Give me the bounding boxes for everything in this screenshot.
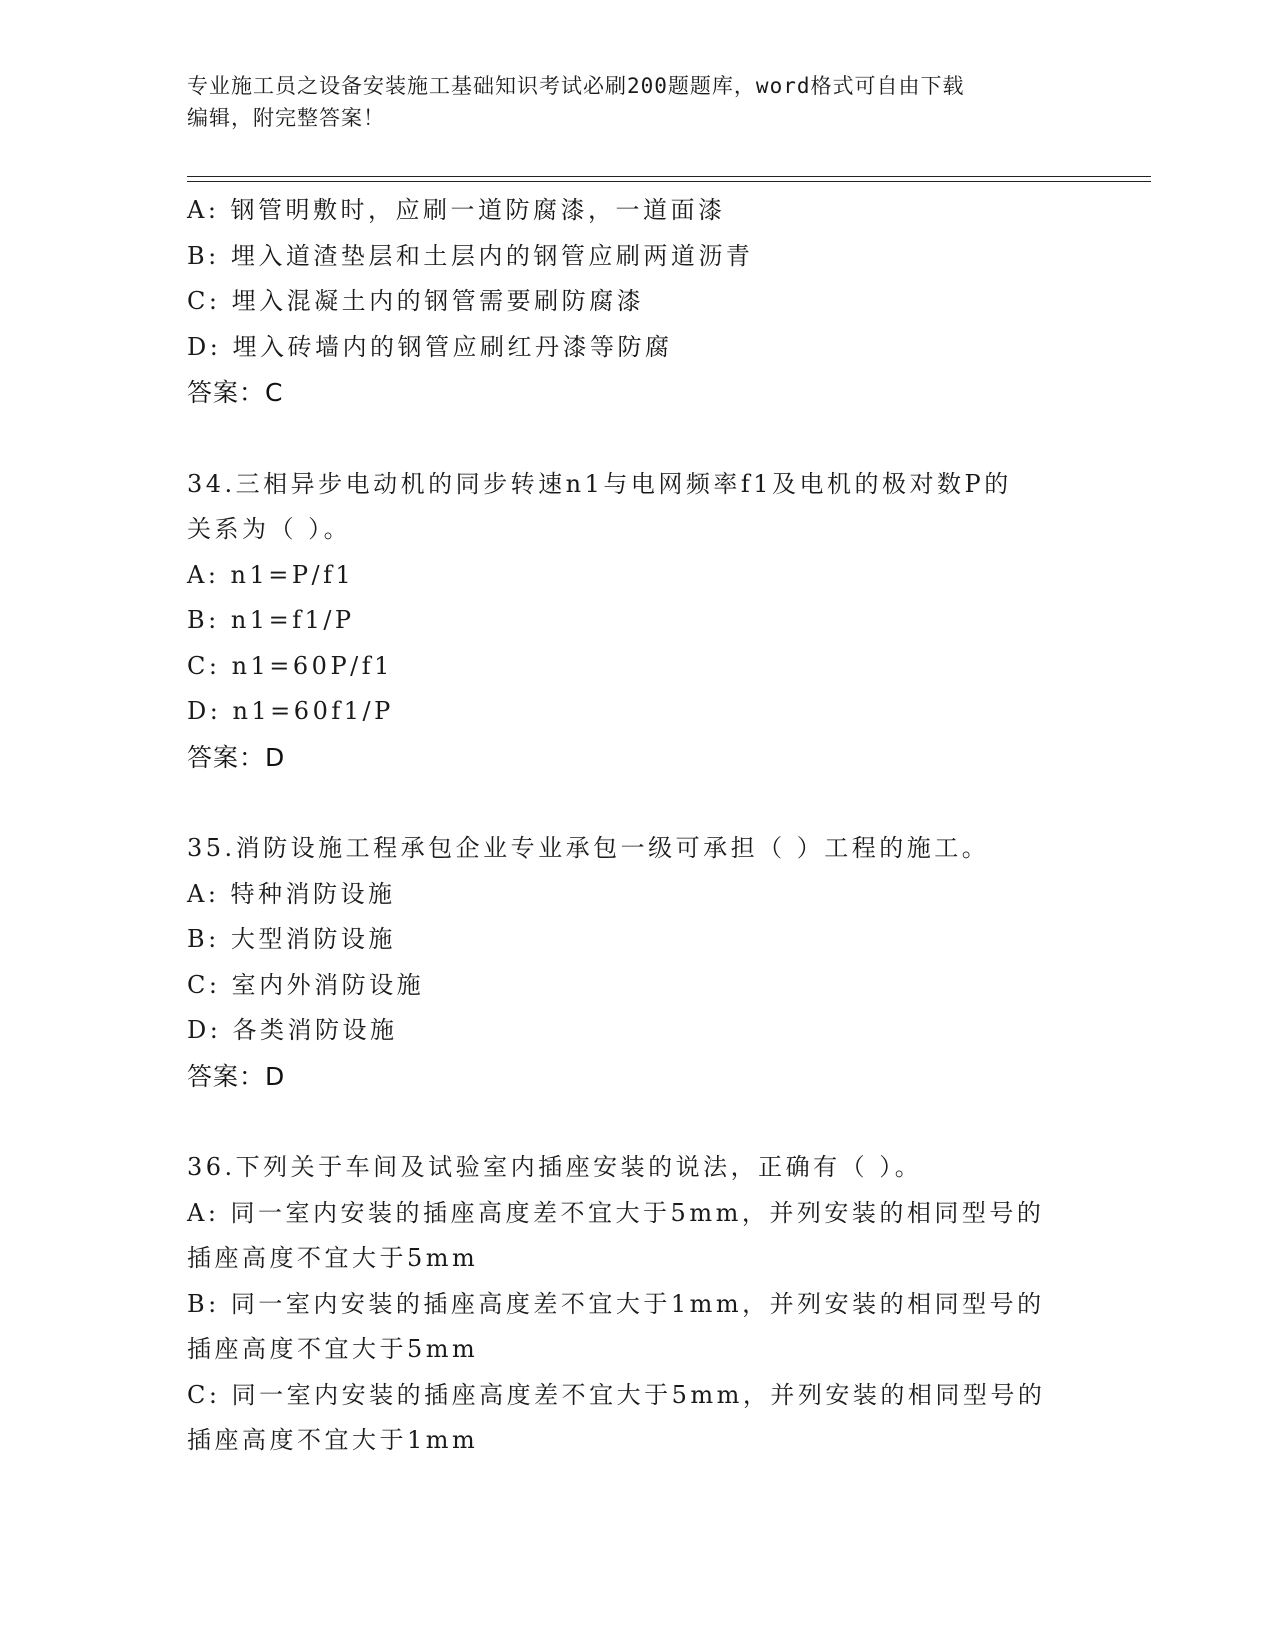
header-title-line-2: 编辑，附完整答案！ — [187, 106, 385, 130]
spacer — [187, 416, 1087, 462]
option-b: B: n1=f1/P — [187, 606, 355, 634]
question-36-block — [187, 1145, 1087, 1464]
question-stem-continued: 关系为（ ）。 — [187, 515, 352, 543]
spacer — [187, 1099, 1087, 1145]
option-c-continued: 插座高度不宜大于1mm — [187, 1426, 479, 1454]
answer-label: 答案：D — [187, 1061, 286, 1091]
question-stem: 34.三相异步电动机的同步转速n1与电网频率f1及电机的极对数P的 — [187, 469, 1012, 498]
option-a: A: 特种消防设施 — [187, 879, 396, 908]
answer-label: 答案：D — [187, 742, 286, 772]
header-divider-top — [187, 176, 1151, 177]
option-c: C: 室内外消防设施 — [187, 970, 425, 999]
document-header — [187, 70, 1067, 134]
header-title-line-1: 专业施工员之设备安装施工基础知识考试必刷200题题库，word格式可自由下载 — [187, 74, 965, 98]
option-a-continued: 插座高度不宜大于5mm — [187, 1244, 479, 1272]
option-b: B: 大型消防设施 — [187, 925, 396, 953]
spacer — [187, 780, 1087, 826]
question-stem: 36.下列关于车间及试验室内插座安装的说法，正确有（ ）。 — [187, 1153, 923, 1181]
question-34-block — [187, 462, 1087, 781]
option-d: D: 埋入砖墙内的钢管应刷红丹漆等防腐 — [187, 332, 673, 361]
option-b: B: 同一室内安装的插座高度差不宜大于1mm，并列安装的相同型号的 — [187, 1289, 1045, 1318]
question-35-block — [187, 826, 1087, 1099]
option-c: C: 埋入混凝土内的钢管需要刷防腐漆 — [187, 287, 645, 315]
question-content — [187, 188, 1087, 1464]
option-a: A: n1=P/f1 — [187, 560, 355, 589]
answer-label: 答案：C — [187, 378, 284, 407]
option-b-continued: 插座高度不宜大于5mm — [187, 1335, 479, 1363]
question-33-block — [187, 188, 1087, 416]
question-stem: 35.消防设施工程承包企业专业承包一级可承担（ ）工程的施工。 — [187, 834, 990, 862]
option-c: C: 同一室内安装的插座高度差不宜大于5mm，并列安装的相同型号的 — [187, 1380, 1046, 1409]
option-a: A: 同一室内安装的插座高度差不宜大于5mm，并列安装的相同型号的 — [187, 1198, 1045, 1227]
option-c: C: n1=60P/f1 — [187, 651, 393, 680]
option-d: D: 各类消防设施 — [187, 1016, 398, 1044]
option-d: D: n1=60f1/P — [187, 697, 394, 725]
header-divider-bottom — [187, 181, 1151, 182]
option-a: A: 钢管明敷时，应刷一道防腐漆，一道面漆 — [187, 196, 726, 224]
option-b: B: 埋入道渣垫层和土层内的钢管应刷两道沥青 — [187, 241, 754, 270]
